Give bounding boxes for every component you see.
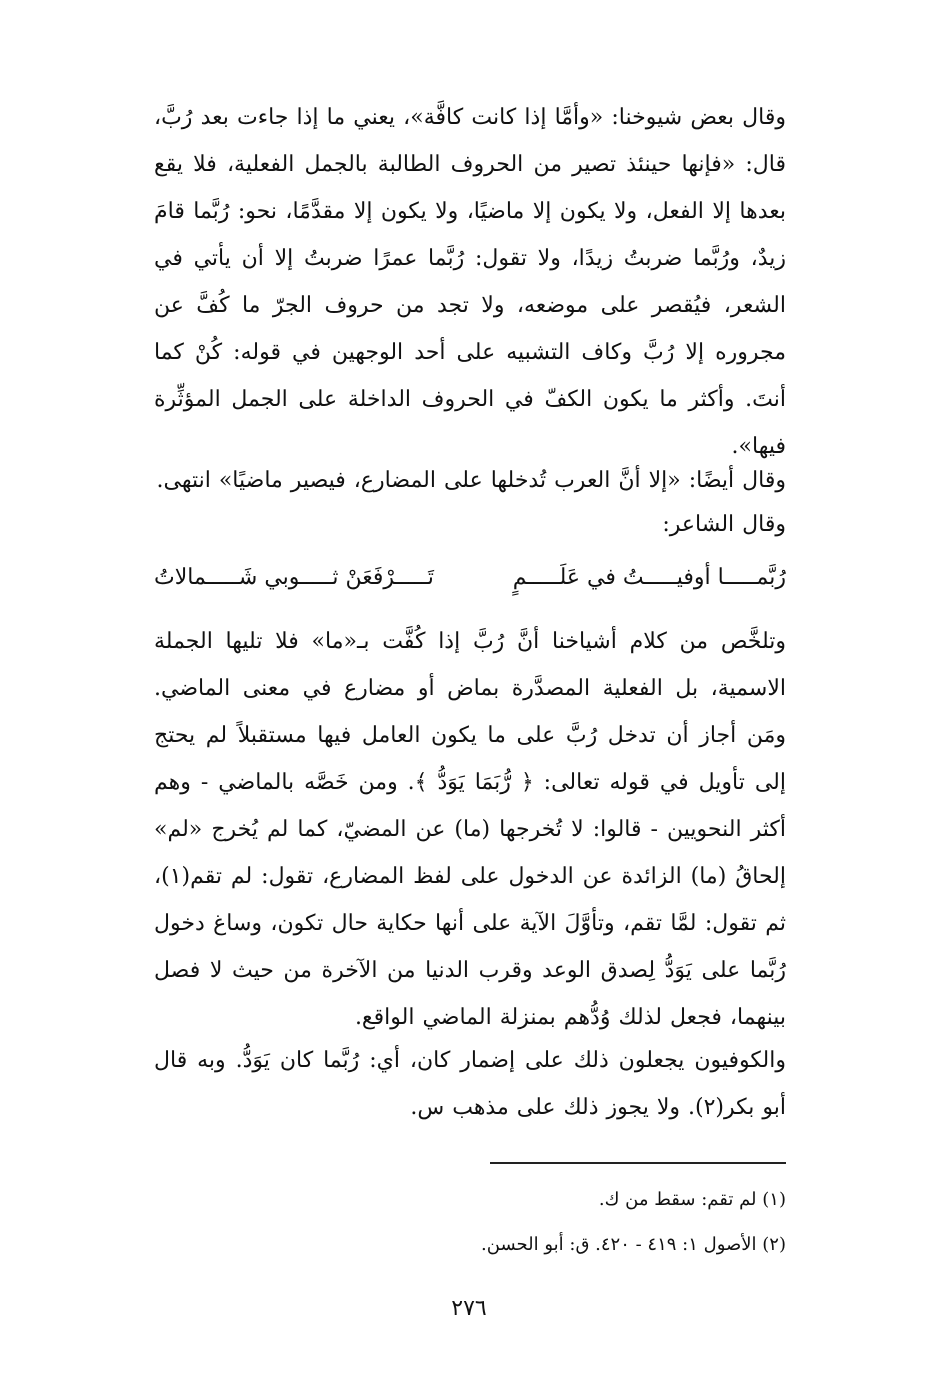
- footnote-2: (٢) الأصول ١: ٤١٩ - ٤٢٠. ق: أبو الحسن.: [481, 1234, 786, 1255]
- footnote-1: (١) لم تقم: سقط من ك.: [598, 1189, 786, 1210]
- paragraph-2: وقال أيضًا: «إلا أنَّ العرب تُدخلها على المضارع، فيصير ماضيًا» انتهى.: [156, 468, 786, 493]
- poetry-verse: [154, 556, 786, 600]
- verse-intro: وقال الشاعر:: [662, 512, 786, 537]
- verse-second-hemistich: تَـــــرْفَعَنْ ثـــــوبي شَـــــمالاتُ: [154, 565, 434, 590]
- verse-first-hemistich: رُبَّمـــــا أوفيـــــتُ في عَلَـــــمٍ: [512, 565, 786, 590]
- footnote-divider: [490, 1162, 786, 1164]
- paragraph-3: وتلخَّص من كلام أشياخنا أنَّ رُبَّ إذا كُفَّت بـ«ما» فلا تليها الجملة الاسمية، بل الفعلية المصدَّرة بماض أو مضارع في معنى الماضي. ومَن أجاز أن تدخل رُبَّ على ما يكون العامل فيها مستقبلاً لم يحتج إلى تأويل في قوله تعالى: ﴿ رُّبَمَا يَوَدُّ ﴾. ومن خَصَّه بالماضي - وهم أكثر النحويين - قالوا: لا تُخرجها (ما) عن المضيّ، كما لم يُخرج «لم» إلحاقُ (ما) الزائدة عن الدخول على لفظ المضارع، تقول: لم تقم(١)، ثم تقول: لمَّا تقم، وتأوَّلَ الآية على أنها حكاية حال تكون، وساغ دخول رُبَّما على يَوَدُّ لِصدق الوعد وقرب الدنيا من الآخرة من حيث لا فصل بينهما، فجعل لذلك وُدُّهم بمنزلة الماضي الواقع.: [154, 629, 786, 1030]
- page-number: ٢٧٦: [451, 1296, 487, 1321]
- paragraph-1: وقال بعض شيوخنا: «وأمَّا إذا كانت كافَّة»، يعني ما إذا جاءت بعد رُبَّ، قال: «فإنها حينئذ تصير من الحروف الطالبة بالجمل الفعلية، فلا يقع بعدها إلا الفعل، ولا يكون إلا ماضيًا، ولا يكون إلا مقدَّمًا، نحو: رُبَّما قامَ زيدٌ، ورُبَّما ضربتُ زيدًا، ولا تقول: رُبَّما عمرًا ضربتُ إلا أن يأتي في الشعر، فيُقصر على موضعه، ولا تجد من حروف الجرّ ما كُفَّ عن مجروره إلا رُبَّ وكاف التشبيه على أحد الوجهين في قوله: كُنْ كما أنتَ. وأكثر ما يكون الكفّ في الحروف الداخلة على الجمل المؤثِّرة فيها».: [154, 105, 786, 459]
- paragraph-4: والكوفيون يجعلون ذلك على إضمار كان، أي: رُبَّما كان يَوَدُّ. وبه قال أبو بكر(٢). ولا يجوز ذلك على مذهب س.: [154, 1048, 786, 1120]
